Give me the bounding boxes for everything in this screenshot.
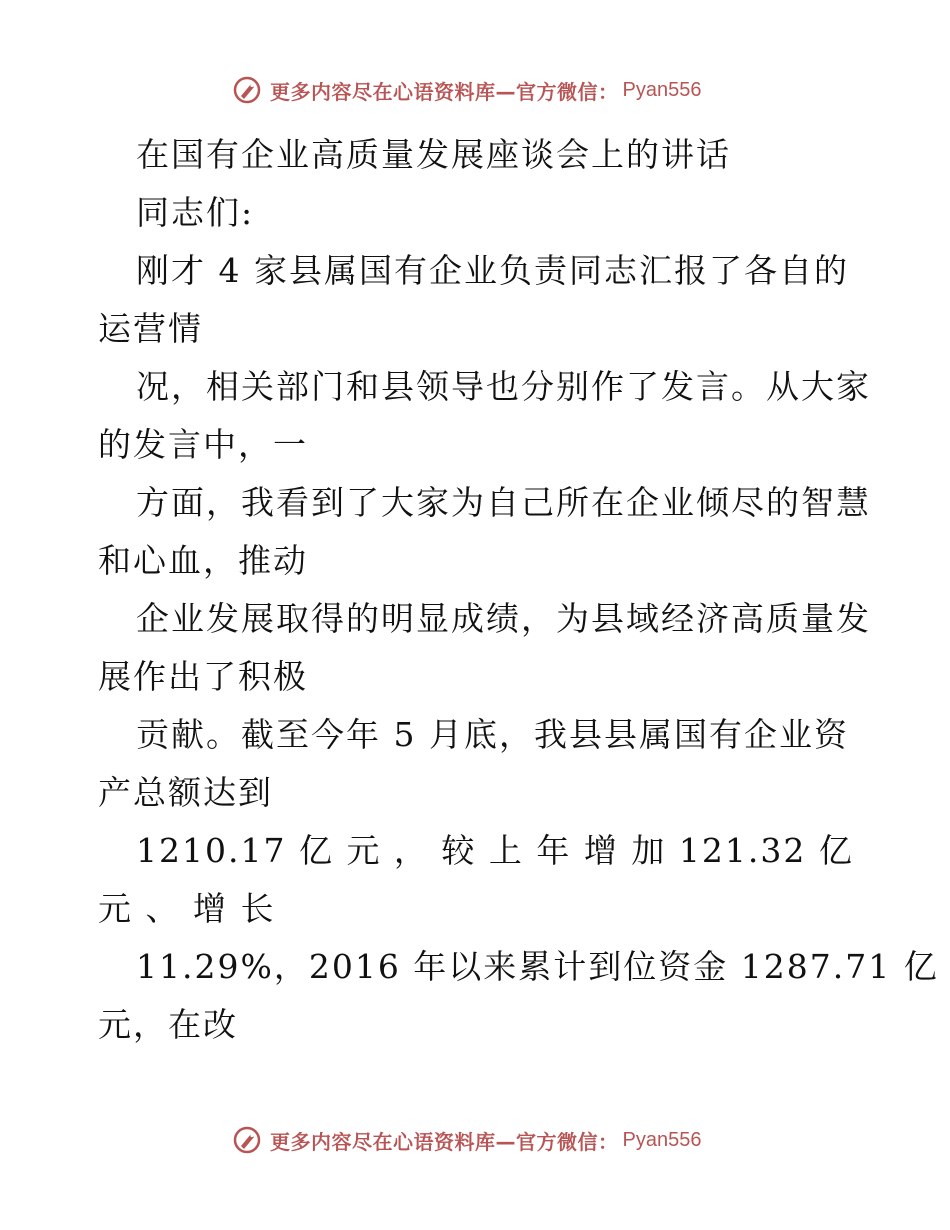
paragraph-line: 产总额达到 (98, 773, 273, 812)
watermark-wechat-id: Pyan556 (622, 1128, 702, 1151)
watermark-text: 更多内容尽在心语资料库—官方微信： (270, 79, 619, 104)
pen-nib-logo-icon (232, 1125, 262, 1155)
document-title: 在国有企业高质量发展座谈会上的讲话 (136, 135, 731, 174)
paragraph-line: 企业发展取得的明显成绩，为县域经济高质量发 (136, 599, 871, 638)
paragraph-line: 况，相关部门和县领导也分别作了发言。从大家 (136, 367, 871, 406)
watermark-wechat-id: Pyan556 (622, 78, 702, 101)
paragraph-line: 1210.17 亿 元 ， 较 上 年 增 加 121.32 亿 (136, 831, 854, 870)
paragraph-line: 元 、 增 长 (98, 889, 276, 928)
header-watermark (232, 72, 752, 108)
paragraph-line: 元，在改 (98, 1005, 238, 1044)
paragraph-line: 的发言中，一 (98, 425, 308, 464)
paragraph-line: 11.29%，2016 年以来累计到位资金 1287.71 亿 (136, 947, 939, 986)
paragraph-line: 展作出了积极 (98, 657, 308, 696)
pen-nib-logo-icon (232, 75, 262, 105)
paragraph-line: 运营情 (98, 309, 203, 348)
paragraph-line: 贡献。截至今年 5 月底，我县县属国有企业资 (136, 715, 849, 754)
paragraph-line: 和心血，推动 (98, 541, 308, 580)
watermark-text: 更多内容尽在心语资料库—官方微信： (270, 1129, 619, 1154)
document-body (98, 126, 939, 1054)
footer-watermark (232, 1122, 752, 1158)
paragraph-line: 方面，我看到了大家为自己所在企业倾尽的智慧 (136, 483, 871, 522)
salutation: 同志们: (136, 193, 255, 232)
paragraph-line: 刚才 4 家县属国有企业负责同志汇报了各自的 (136, 251, 849, 290)
